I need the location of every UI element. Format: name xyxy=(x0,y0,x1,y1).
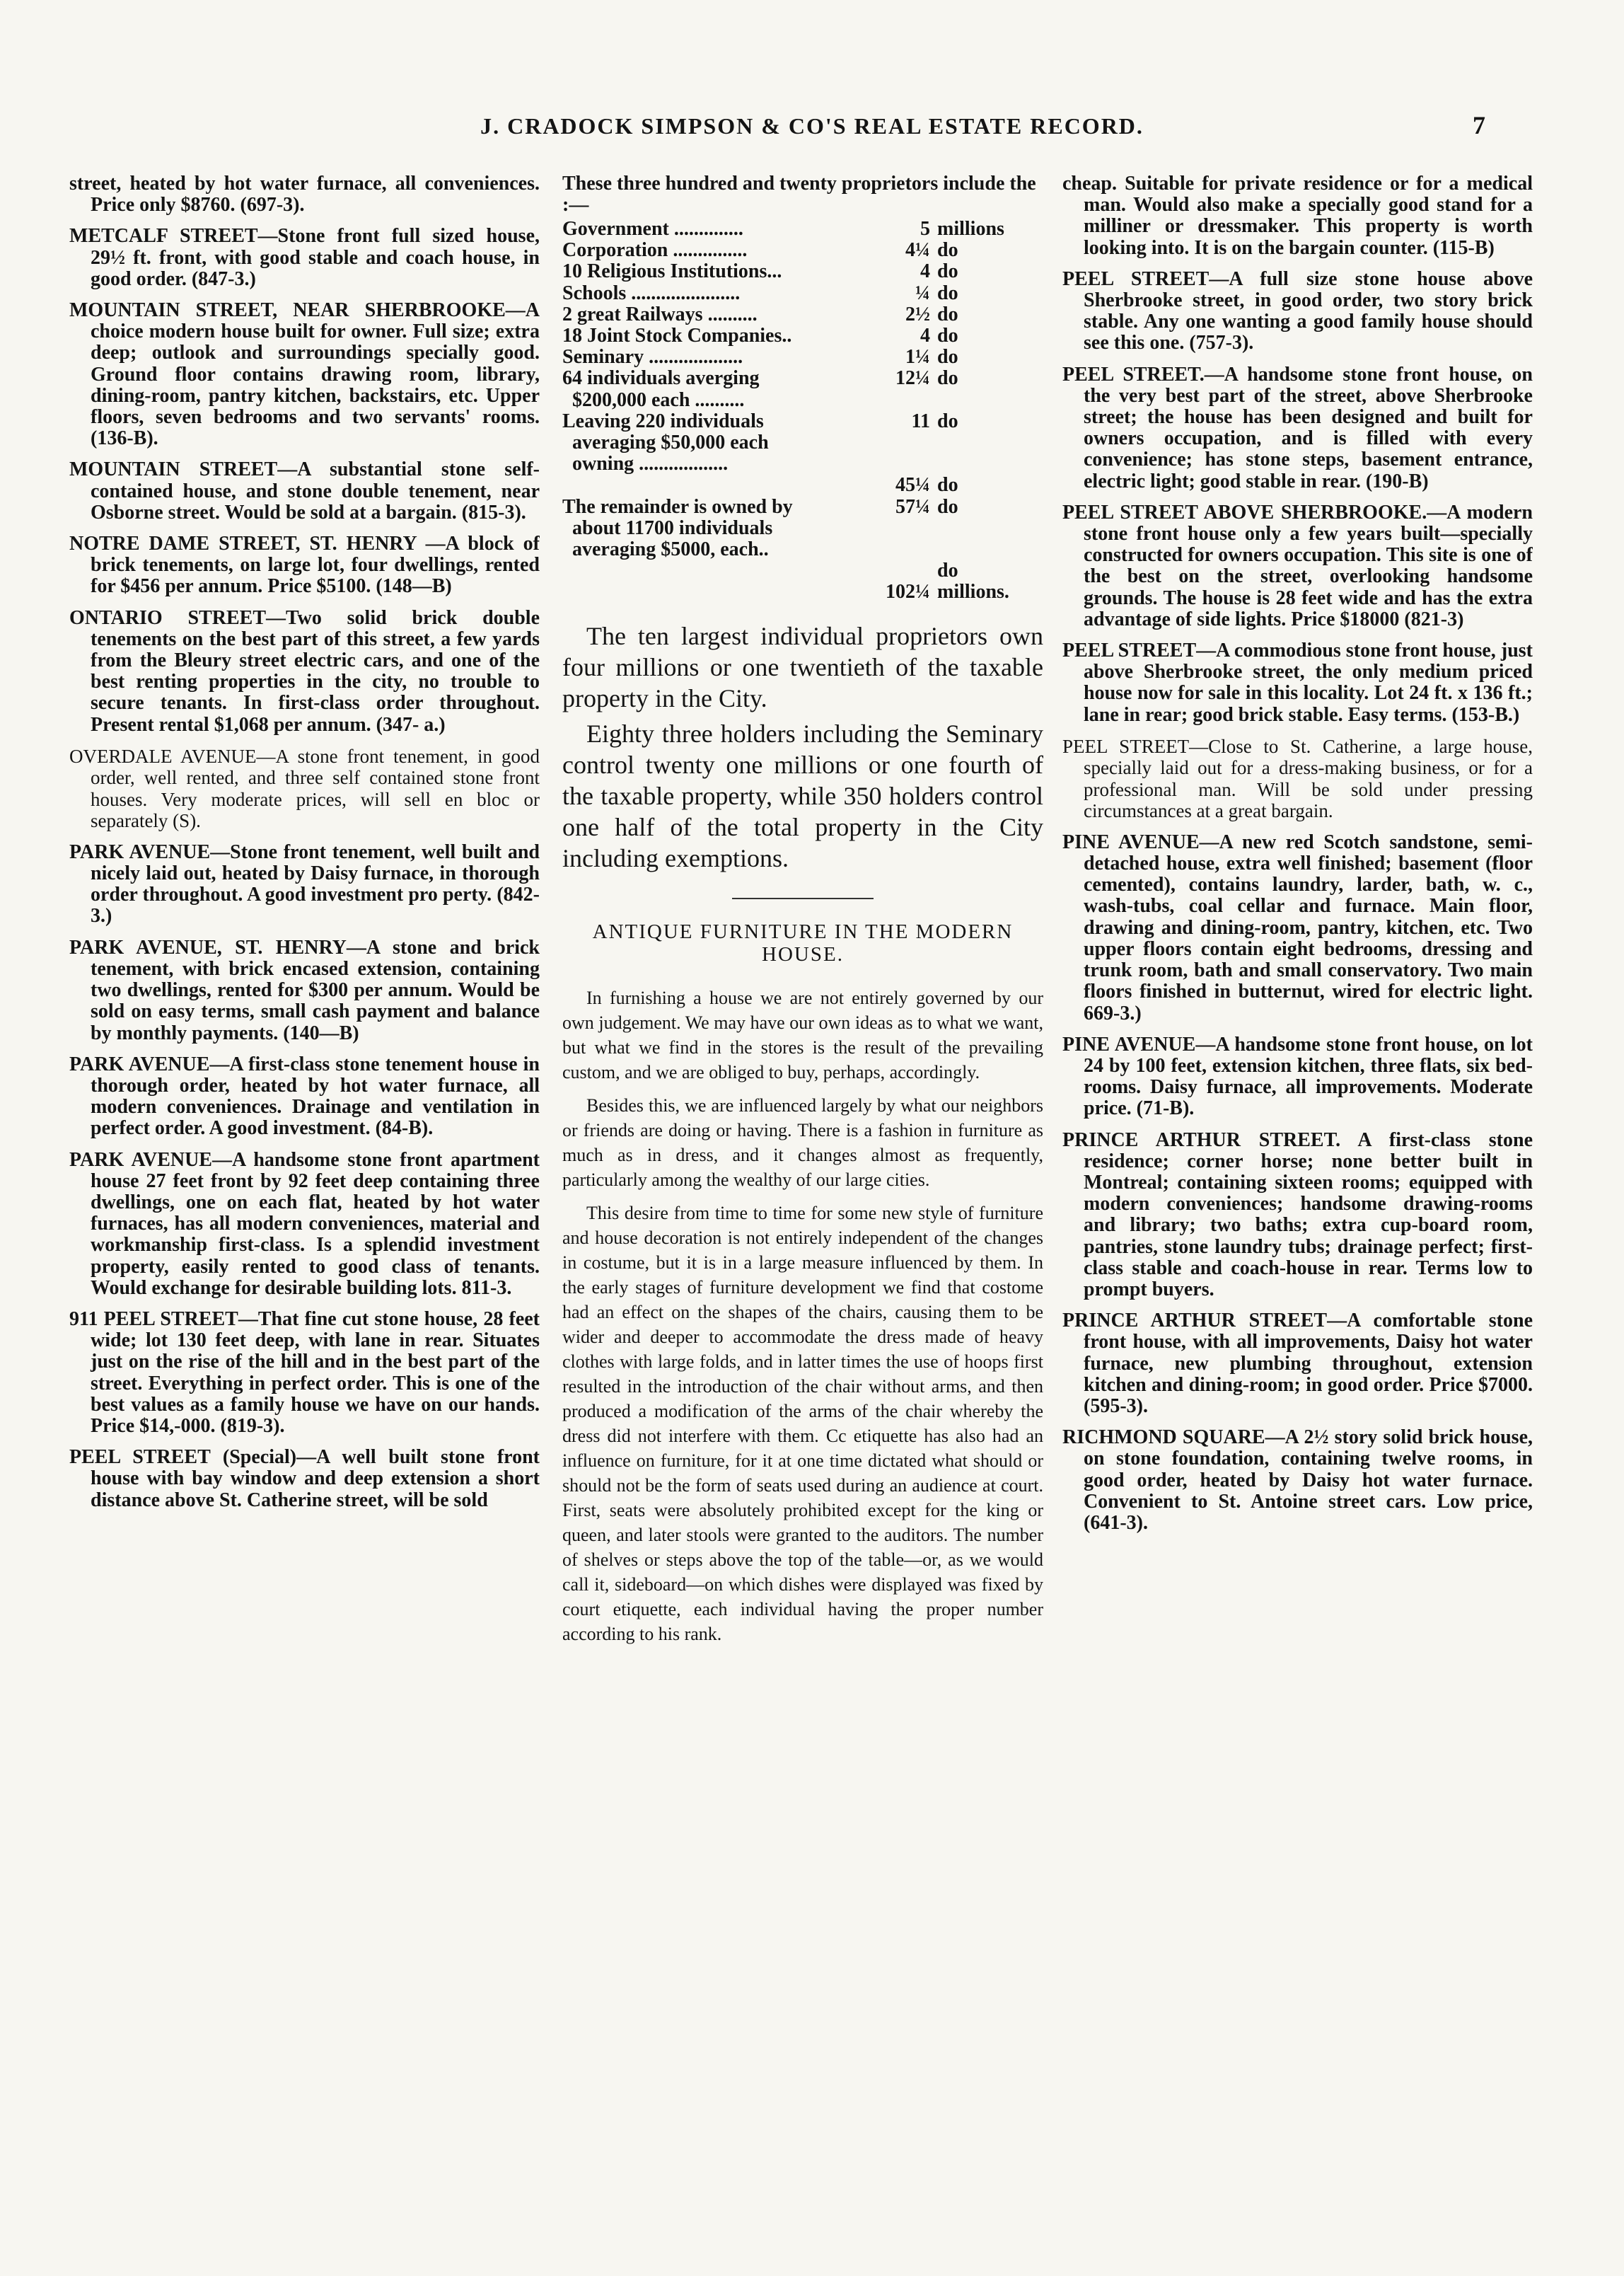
stats-unit: do xyxy=(937,410,958,432)
stats-amount: 57¼ xyxy=(895,495,930,518)
listing-entry: PEEL STREET.—A handsome stone front house, on the very best part of the street, above Sherbrooke street; the house has been designed and built for owners occupation, and is filled with every convenience; has stone steps, basement entrance, electric light; good stable in rear. (190-B) xyxy=(1062,363,1533,492)
stats-amount: 102¼ xyxy=(886,581,930,603)
listing-entry: PARK AVENUE—Stone front tenement, well built and nicely laid out, heated by Daisy furnace, in thorough order throughout. A good investment pro perty. (842-3.) xyxy=(69,840,540,928)
section-divider xyxy=(732,898,874,899)
stats-row xyxy=(562,283,1043,304)
stats-row xyxy=(562,497,1043,561)
stats-label: 2 great Railways .......... xyxy=(562,303,758,325)
stats-amount: 5 xyxy=(920,218,930,240)
stats-row xyxy=(562,347,1043,368)
listing-entry: PEEL STREET—A full size stone house above Sherbrooke street, in good order, two story brick stable. Any one wanting a good family house should see this one. (757-3). xyxy=(1062,267,1533,354)
ownership-summary xyxy=(562,620,1043,874)
stats-label: 64 individuals averging $200,000 each .......... xyxy=(562,367,760,411)
column-middle xyxy=(562,173,1043,2239)
running-title: J. CRADOCK SIMPSON & CO'S REAL ESTATE RECORD. xyxy=(480,113,1144,139)
stats-label: Seminary ................... xyxy=(562,346,743,369)
stats-unit: do xyxy=(937,495,958,518)
article-paragraph: In furnishing a house we are not entirely governed by our own judgement. We may have our own ideas as to what we want, but what we find in the stores is the result of the prevailing custom, and we are obliged to buy, perhaps, accordingly. xyxy=(562,987,1043,1082)
listing-entry: RICHMOND SQUARE—A 2½ story solid brick house, on stone foundation, containing twelve rooms, in good order, heated by Daisy hot water furnace. Convenient to St. Antoine street cars. Low price, (641-3). xyxy=(1062,1426,1533,1534)
article-paragraph: Besides this, we are influenced largely by what our neighbors or friends are doing or having. There is a fashion in furniture as much as in dress, and it changes almost as frequently, particularly among the wealthy of our large cities. xyxy=(562,1094,1043,1190)
listing-entry: PEEL STREET—A commodious stone front house, just above Sherbrooke street, the only medium priced house now for sale in this locality. Lot 24 ft. x 136 ft.; lane in rear; good brick stable. Easy terms. (153-B.) xyxy=(1062,640,1533,726)
stats-unit: do xyxy=(937,239,958,262)
listing-entry: street, heated by hot water furnace, all conveniences. Price only $8760. (697-3). xyxy=(69,173,540,216)
stats-amount: 45¼ xyxy=(895,474,930,497)
summary-paragraph: Eighty three holders including the Seminary control twenty one millions or one fourth of the taxable property, while 350 holders control one half of the total property in the City including exemptions. xyxy=(562,719,1043,872)
stats-amount xyxy=(874,560,937,582)
listing-entry: cheap. Suitable for private residence or for a medical man. Would also make a specially good stand for a milliner or dressmaker. This property is worth looking into. It is on the bargain counter. (115-B) xyxy=(1062,173,1533,259)
stats-unit: do xyxy=(937,560,958,582)
stats-amount: 1¼ xyxy=(905,346,930,369)
article-heading: ANTIQUE FURNITURE IN THE MODERN HOUSE. xyxy=(592,920,1014,966)
stats-row xyxy=(562,560,1043,582)
listing-entry: PARK AVENUE—A first-class stone tenement house in thorough order, heated by hot water furnace, all modern conveniences. Drainage and ventilation in perfect order. A good investment. (84-B). xyxy=(69,1053,540,1140)
stats-row xyxy=(562,411,1043,475)
listing-entry: METCALF STREET—Stone front full sized house, 29½ ft. front, with good stable and coach house, in good order. (847-3.) xyxy=(69,225,540,290)
stats-unit: do xyxy=(937,282,958,304)
stats-unit: do xyxy=(937,260,958,283)
stats-label xyxy=(562,475,874,496)
stats-label: The remainder is owned by about 11700 individuals averaging $5000, each.. xyxy=(562,495,793,561)
listing-entry: PARK AVENUE—A handsome stone front apartment house 27 feet front by 92 feet deep containing three dwellings, one on each flat, heated by hot water furnaces, has all modern conveniences, material and workmanship first-class. Is a splendid investment property, easily rented to good class of tenants. Would exchange for desirable building lots. 811-3. xyxy=(69,1148,540,1299)
column-right xyxy=(1062,173,1533,2239)
stats-unit: millions. xyxy=(937,581,1009,603)
stats-label: 18 Joint Stock Companies.. xyxy=(562,325,792,347)
stats-row xyxy=(562,475,1043,496)
stats-row xyxy=(562,240,1043,261)
listing-entry: NOTRE DAME STREET, ST. HENRY —A block of brick tenements, on large lot, four dwellings, rented for $456 per annum. Price $5100. (148—B) xyxy=(69,533,540,598)
stats-unit: millions xyxy=(937,218,1004,240)
stats-label: Leaving 220 individuals averaging $50,000 each owning .................. xyxy=(562,410,769,475)
stats-label: Schools ...................... xyxy=(562,282,741,304)
stats-row xyxy=(562,582,1043,603)
stats-amount: ¼ xyxy=(915,282,930,304)
stats-amount: 4 xyxy=(920,325,930,347)
stats-unit: do xyxy=(937,474,958,497)
listing-entry: PINE AVENUE—A new red Scotch sandstone, semi-detached house, extra well finished; basement (floor cemented), contains laundry, larder, bath, w. c., wash-tubs, coal cellar and furnace. Main floor, drawing and dining-room, pantry, kitchen, etc. Two upper floors contain eight bedrooms, dressing and trunk room, bath and small conservatory. Two main floors finished in butternut, wired for electric light. 669-3.) xyxy=(1062,831,1533,1024)
listing-entry: 911 PEEL STREET—That fine cut stone house, 28 feet wide; lot 130 feet deep, with lane in rear. Situates just on the rise of the hill and in the best part of the street. Everything in perfect order. This is one of the best values as a family house we have on our hands. Price $14,-000. (819-3). xyxy=(69,1307,540,1437)
stats-amount: 4¼ xyxy=(905,239,930,262)
listing-entry: OVERDALE AVENUE—A stone front tenement, in good order, well rented, and three self contained stone front houses. Very moderate prices, will sell en bloc or separately (S). xyxy=(69,745,540,832)
stats-label: Government .............. xyxy=(562,218,743,240)
stats-label: 10 Religious Institutions... xyxy=(562,260,782,283)
listing-entry: PARK AVENUE, ST. HENRY—A stone and brick tenement, with brick encased extension, containing two dwellings, rented for $300 per annum. Would be sold on easy terms, small cash payment and balance by monthly payments. (140—B) xyxy=(69,936,540,1044)
stats-label xyxy=(562,582,874,603)
stats-row xyxy=(562,325,1043,347)
listing-entry: MOUNTAIN STREET—A substantial stone self-contained house, and stone double tenement, near Osborne street. Would be sold at a bargain. (815-3). xyxy=(69,458,540,524)
listing-entry: PRINCE ARTHUR STREET. A first-class stone residence; corner horse; none better built in Montreal; containing sixteen rooms; equipped with modern conveniences; handsome drawing-rooms and library; two baths; extra cup-board room, pantries, stone laundry tubs; drainage perfect; first-class stable and coach-house in rear. Terms low to prompt buyers. xyxy=(1062,1128,1533,1300)
stats-row xyxy=(562,261,1043,282)
listing-entry: MOUNTAIN STREET, NEAR SHERBROOKE—A choice modern house built for owner. Full size; extra deep; outlook and surroundings specially good. Ground floor contains drawing room, library, dining-room, pantry kitchen, backstairs, etc. Upper floors, seven bedrooms and two servants' rooms. (136-B). xyxy=(69,299,540,450)
stats-row xyxy=(562,219,1043,240)
stats-label: Corporation ............... xyxy=(562,239,748,262)
listing-entry: PEEL STREET—Close to St. Catherine, a large house, specially laid out for a dress-making business, or for a professional man. Will be sold under pressing circumstances at a great bargain. xyxy=(1062,735,1533,822)
listing-entry: PEEL STREET (Special)—A well built stone front house with bay window and deep extension a short distance above St. Catherine street, will be sold xyxy=(69,1446,540,1511)
stats-row xyxy=(562,304,1043,325)
stats-amount: 12¼ xyxy=(895,367,930,390)
stats-amount: 11 xyxy=(911,410,930,432)
listing-entry: ONTARIO STREET—Two solid brick double tenements on the best part of this street, a few yards from the Bleury street electric cars, and one of the best renting properties in the city, no trouble to secure tenants. In first-class order throughout. Present rental $1,068 per annum. (347- a.) xyxy=(69,606,540,736)
summary-paragraph: The ten largest individual proprietors own four millions or one twentieth of the taxable property in the City. xyxy=(562,621,1043,712)
article-body xyxy=(562,986,1043,1646)
stats-unit: do xyxy=(937,325,958,347)
stats-unit: do xyxy=(937,367,958,390)
stats-amount: 4 xyxy=(920,260,930,283)
stats-unit: do xyxy=(937,346,958,369)
stats-label xyxy=(562,560,874,582)
article-paragraph: This desire from time to time for some new style of furniture and house decoration is not entirely independent of the changes in costume, but it is in a large measure influenced by them. In the early stages of furniture development we find that costome had an effect on the shapes of the chairs, causing them to be wider and deeper to accommodate the dress made of heavy clothes with large folds, and in latter times the use of hoops first resulted in the introduction of the chair without arms, and then produced a modification of the arms of the chair whereby the dress did not interfere with them. Cc etiquette has also had an influence on furniture, for it at one time dictated what should or should not be the form of seats used during an audience at court. First, seats were absolutely prohibited except for the king or queen, and later stools were granted to the auditors. The number of shelves or steps above the top of the table—or, as we would call it, sideboard—on which dishes were displayed was fixed by court etiquette, each individual having the proper number according to his rank. xyxy=(562,1202,1043,1644)
stats-table xyxy=(562,219,1043,603)
column-left xyxy=(69,173,540,2239)
listing-entry: PINE AVENUE—A handsome stone front house, on lot 24 by 100 feet, extension kitchen, three flats, six bed-rooms. Daisy furnace, all improvements. Moderate price. (71-B). xyxy=(1062,1033,1533,1120)
stats-row xyxy=(562,368,1043,410)
page-header xyxy=(0,106,1624,149)
stats-unit: do xyxy=(937,303,958,325)
stats-intro: These three hundred and twenty proprietors include the :— xyxy=(562,173,1036,216)
listing-entry: PEEL STREET ABOVE SHERBROOKE.—A modern stone front house only a few years built—specially constructed for owners occupation. This site is one of the best on the street, overlooking handsome grounds. The house is 28 feet wide and has the extra advantage of side lights. Price $18000 (821-3) xyxy=(1062,501,1533,630)
page-number: 7 xyxy=(1473,111,1485,139)
stats-amount: 2½ xyxy=(905,303,930,325)
listing-entry: PRINCE ARTHUR STREET—A comfortable stone front house, with all improvements, Daisy hot water furnace, new plumbing throughout, extension kitchen and dining-room; in good order. Price $7000. (595-3). xyxy=(1062,1310,1533,1417)
